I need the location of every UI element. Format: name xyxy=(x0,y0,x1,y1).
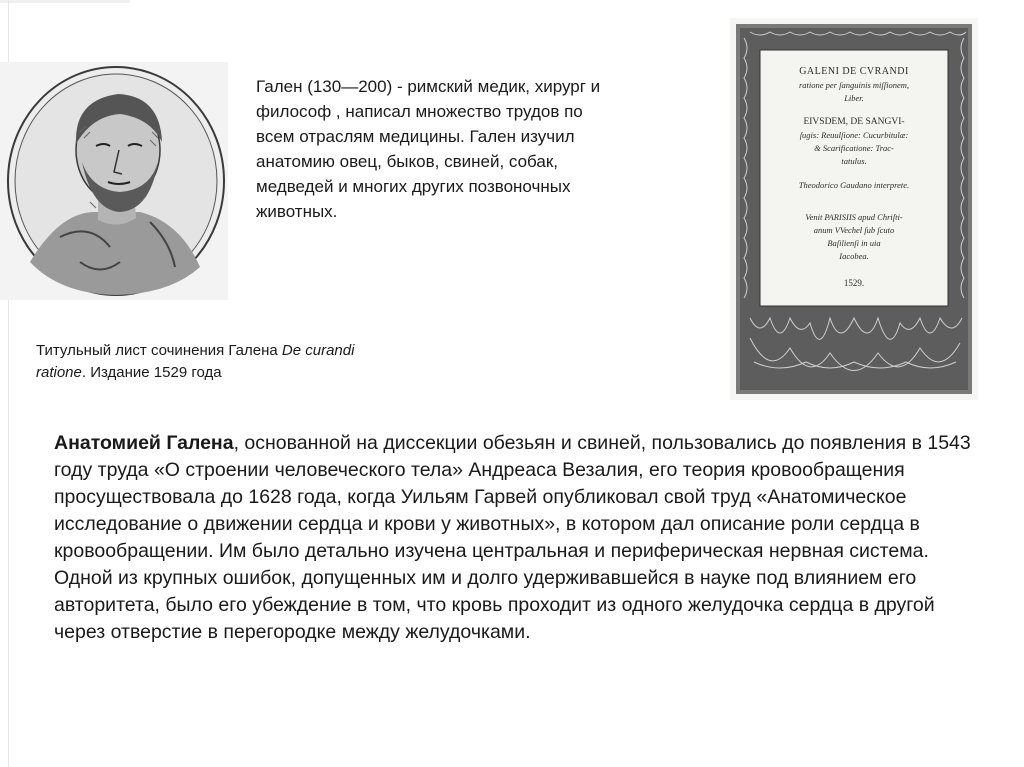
tp-line-11: Baſilienſi in uia xyxy=(827,238,881,248)
bio-paragraph: Гален (130—200) - римский медик, хирург и философ , написал множество трудов по всем отраслям медицины. Гален изучил анатомию овец, быков, свиней, собак, медведей и многих других позвоночных животных. xyxy=(256,77,601,221)
caption-suffix: . Издание 1529 года xyxy=(81,364,222,381)
main-text: , основанной на диссекции обезьян и свиней, пользовались до появления в 1543 году труда «О строении человеческого тела» Андреаса Везалия, его теория кровообращения просуществовала до 1628 года, когда Уильям Гарвей опубликовал свой труд «Анатомическое исследование о движении сердца и крови у животных», в котором дал описание роли сердца в кровообращении. Им было детально изучена центральная и периферическая нервная система. Одной из крупных ошибок, допущенных им и долго удерживавшейся в науке под влиянием его авторитета, было его убеждение в том, что кровь проходит из одного желудочка сердца в другой через отверстие в перегородке между желудочками. xyxy=(54,432,971,643)
caption-title: De curandi ratione xyxy=(36,342,355,381)
tp-line-8: Theodorico Gaudano interprete. xyxy=(798,180,910,190)
galen-portrait-image xyxy=(0,62,228,300)
main-paragraph xyxy=(54,430,978,646)
tp-line-5: ſugis: Reuulſione: Cucurbitulæ: xyxy=(799,130,909,140)
tp-line-13: 1529. xyxy=(843,278,865,288)
main-bold-lead: Анатомией Галена xyxy=(54,432,234,454)
tp-line-6: & Scarificatione: Trac- xyxy=(814,143,894,153)
title-page-image xyxy=(730,18,978,400)
tp-line-9: Venit PARISIIS apud Chriſti- xyxy=(805,212,903,222)
tp-line-2: ratione per ſanguinis miſſionem, xyxy=(798,80,910,90)
tp-line-7: tatulus. xyxy=(841,156,867,166)
caption-prefix: Титульный лист сочинения Галена xyxy=(36,342,282,359)
tp-line-4: EIVSDEM, DE SANGVI- xyxy=(803,117,905,127)
top-edge-mark xyxy=(0,0,130,3)
tp-line-10: anum VVechel ſub ſcuto xyxy=(813,225,895,235)
galen-bio-text xyxy=(256,74,616,224)
tp-line-1: GALENI DE CVRANDI xyxy=(799,66,909,77)
title-page-caption xyxy=(36,340,356,384)
tp-line-3: Liber. xyxy=(844,93,864,103)
tp-line-12: Iacobea. xyxy=(839,251,869,261)
